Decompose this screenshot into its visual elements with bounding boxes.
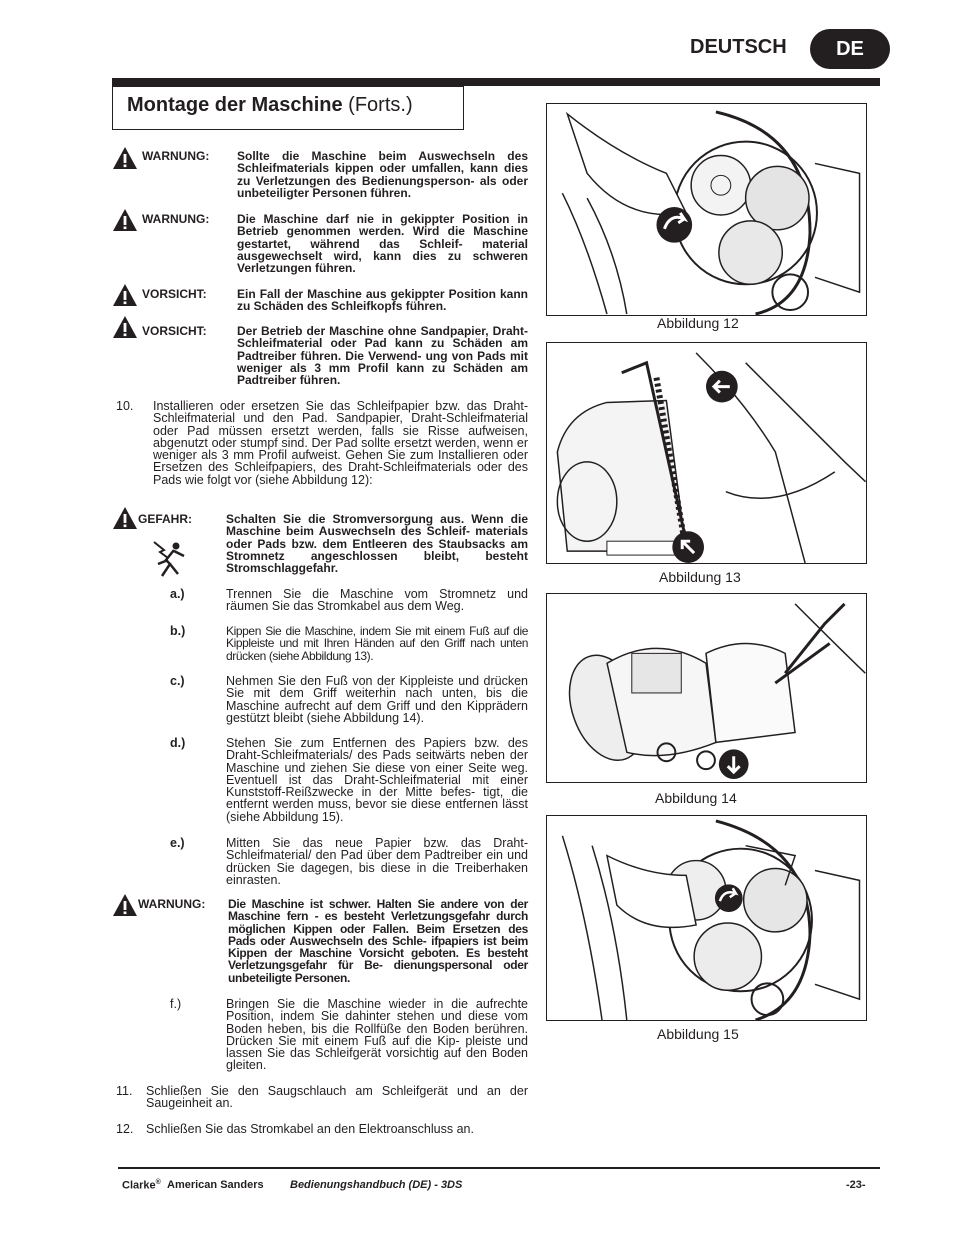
substep-text: Nehmen Sie den Fuß von der Kippleiste und drücken Sie mit dem Griff weiterhin nach unten, bis die Maschine aufrecht auf dem Griff und den Kipprädern gestützt bleibt (siehe Abbildung 14). bbox=[226, 674, 528, 725]
notice-text: Die Maschine ist schwer. Halten Sie andere von der Maschine fern - es besteht Verletzungsgefahr durch möglichen Kippen oder Fallen. Beim Ersetzen des Pads oder Auswechseln des Schle- ifpapiers ist beim Kippen der Maschine Vorsicht geboten. Es besteht Verletzungsgefahr für Be- dienungspersonal oder unbeteiligte Personen. bbox=[228, 897, 528, 985]
notice-text: Sollte die Maschine beim Auswechseln des Schleifmaterials kippen oder umfallen, kann dies zu Verletzungen des Bedienungsperson- als oder unbeteiligter Personen führen. bbox=[237, 149, 528, 200]
substep-text: Mitten Sie das neue Papier bzw. das Draht-Schleifmaterial/ den Pad über dem Padtreiber ein und drücken Sie dagegen, bis diese in die Treiberhaken einrasten. bbox=[226, 836, 528, 887]
caution-notice-2 bbox=[112, 315, 532, 389]
substep-label: f.) bbox=[170, 997, 182, 1011]
step-12 bbox=[116, 1123, 530, 1139]
notice-label: WARNUNG: bbox=[138, 897, 206, 911]
figure-13 bbox=[546, 342, 867, 564]
warning-triangle-icon bbox=[112, 283, 138, 307]
notice-text: Ein Fall der Maschine aus gekippter Position kann zu Schäden des Schleifkopfs führen. bbox=[237, 287, 528, 314]
substep-label: b.) bbox=[170, 624, 186, 638]
figure-12-caption: Abbildung 12 bbox=[657, 315, 739, 331]
footer-brand-name: Clarke bbox=[122, 1179, 156, 1192]
figure-13-illustration bbox=[547, 343, 866, 563]
figure-14 bbox=[546, 593, 867, 783]
caution-notice-1 bbox=[112, 283, 532, 313]
step-text: Installieren oder ersetzen Sie das Schleifpapier bzw. das Draht-Schleifmaterial und den Pad. Sandpapier, Draht-Schleifmaterial oder Pad müssen ersetzt werden, falls sie Risse aufweisen, abgenutzt oder stumpf sind. Der Pad sollte ersetzt werden, wenn er weniger als 3 mm Profil aufweist. Gehen Sie zum Installieren oder Ersetzen des Schleifpapiers, des Draht-Schleifmaterials oder des Pads wie folgt vor (siehe Abbildung 12): bbox=[153, 399, 528, 487]
page-number: -23- bbox=[846, 1179, 866, 1191]
figure-13-caption: Abbildung 13 bbox=[659, 569, 741, 585]
notice-label: VORSICHT: bbox=[142, 324, 207, 338]
footer-manual-title bbox=[290, 1179, 462, 1191]
footer-rule bbox=[118, 1167, 880, 1169]
substep-label: d.) bbox=[170, 736, 186, 750]
section-title bbox=[127, 94, 413, 117]
language-badge: DE bbox=[810, 29, 890, 69]
warning-triangle-icon bbox=[112, 315, 138, 339]
header-rule bbox=[112, 78, 880, 86]
step-number: 11. bbox=[116, 1084, 133, 1098]
substep-d bbox=[170, 737, 530, 827]
notice-label: GEFAHR: bbox=[138, 512, 192, 526]
step-10 bbox=[116, 400, 530, 500]
step-number: 12. bbox=[116, 1122, 134, 1136]
substep-text: Trennen Sie die Maschine vom Stromnetz und räumen Sie das Stromkabel aus dem Weg. bbox=[226, 587, 528, 614]
figure-12 bbox=[546, 103, 867, 316]
language-label: DEUTSCH bbox=[690, 36, 787, 58]
warning-notice-1 bbox=[112, 146, 532, 206]
figure-14-illustration bbox=[547, 594, 866, 782]
step-text: Schließen Sie den Saugschlauch am Schleifgerät und an der Saugeinheit an. bbox=[146, 1084, 528, 1111]
substep-e bbox=[170, 837, 530, 889]
footer-brand bbox=[122, 1179, 161, 1192]
step-text: Schließen Sie das Stromkabel an den Elektroanschluss an. bbox=[146, 1122, 474, 1136]
section-title-suffix: (Forts.) bbox=[342, 94, 413, 116]
notice-label: VORSICHT: bbox=[142, 287, 207, 301]
step-11 bbox=[116, 1085, 530, 1113]
notice-text: Der Betrieb der Maschine ohne Sandpapier, Draht-Schleifmaterial oder Pad kann zu Schäden am Padtreiber führen. Die Verwend- ung von Pads mit weniger als 3 mm Profil kann zu Schäden am Padtreiber führen. bbox=[237, 324, 528, 388]
registered-mark: ® bbox=[155, 1179, 161, 1186]
section-title-box bbox=[112, 86, 464, 130]
step-number: 10. bbox=[116, 399, 134, 413]
electric-shock-icon bbox=[152, 540, 188, 578]
notice-label: WARNUNG: bbox=[142, 212, 210, 226]
warning-triangle-icon bbox=[112, 208, 138, 232]
section-title-main: Montage der Maschine bbox=[127, 94, 343, 116]
substep-text: Stehen Sie zum Entfernen des Papiers bzw. des Draht-Schleifmaterials/ des Pads seitwärts neben der Maschine und ziehen Sie diese von einer Seite weg. Eventuell ist das Draht-Schleifmaterial mit einer Kunststoff-Reißzwecke in der Mitte befes- tigt, die entfernt werden muss, bevor sie diese entfernen lässt (siehe Abbildung 15). bbox=[226, 736, 528, 824]
figure-15 bbox=[546, 815, 867, 1021]
substep-b bbox=[170, 625, 530, 665]
warning-notice-2 bbox=[112, 208, 532, 280]
footer-manual-text: Bedienungshandbuch (DE) - 3DS bbox=[290, 1179, 463, 1191]
warning-heavy-notice bbox=[112, 893, 532, 989]
danger-notice bbox=[112, 506, 532, 584]
footer-company: American Sanders bbox=[167, 1179, 264, 1191]
substep-label: a.) bbox=[170, 587, 185, 601]
substep-label: c.) bbox=[170, 674, 185, 688]
warning-triangle-icon bbox=[112, 146, 138, 170]
substep-text: Kippen Sie die Maschine, indem Sie mit einem Fuß auf die Kippleiste und mit Ihren Händen auf den Griff nach unten drücken (siehe Abbildung 13). bbox=[226, 624, 528, 663]
figure-15-illustration bbox=[547, 816, 866, 1020]
warning-triangle-icon bbox=[112, 893, 138, 917]
warning-triangle-icon bbox=[112, 506, 138, 530]
substep-label: e.) bbox=[170, 836, 185, 850]
figure-12-illustration bbox=[547, 104, 866, 315]
notice-text: Die Maschine darf nie in gekippter Position in Betrieb genommen werden. Wird die Maschine gestartet, während das Schleif- material ausgewechselt wird, kann dies zu schweren Verletzungen führen. bbox=[237, 212, 528, 276]
substep-f bbox=[170, 998, 530, 1078]
notice-label: WARNUNG: bbox=[142, 149, 210, 163]
figure-14-caption: Abbildung 14 bbox=[655, 790, 737, 806]
substep-text: Bringen Sie die Maschine wieder in die aufrechte Position, indem Sie dahinter stehen und diese vom Boden heben, bis die Rollfüße den Boden berühren. Drücken Sie mit einem Fuß auf die Kip- pleiste und lassen Sie das Schleifgerät vorsichtig auf den Boden gleiten. bbox=[226, 997, 528, 1073]
figure-15-caption: Abbildung 15 bbox=[657, 1026, 739, 1042]
substep-a bbox=[170, 588, 530, 618]
notice-text: Schalten Sie die Stromversorgung aus. Wenn die Maschine beim Auswechseln des Schleif- materials oder Pads bzw. dem Entleeren des Staubsacks am Stromnetz angeschlossen bleibt, besteht Stromschlaggefahr. bbox=[226, 512, 528, 576]
substep-c bbox=[170, 675, 530, 727]
